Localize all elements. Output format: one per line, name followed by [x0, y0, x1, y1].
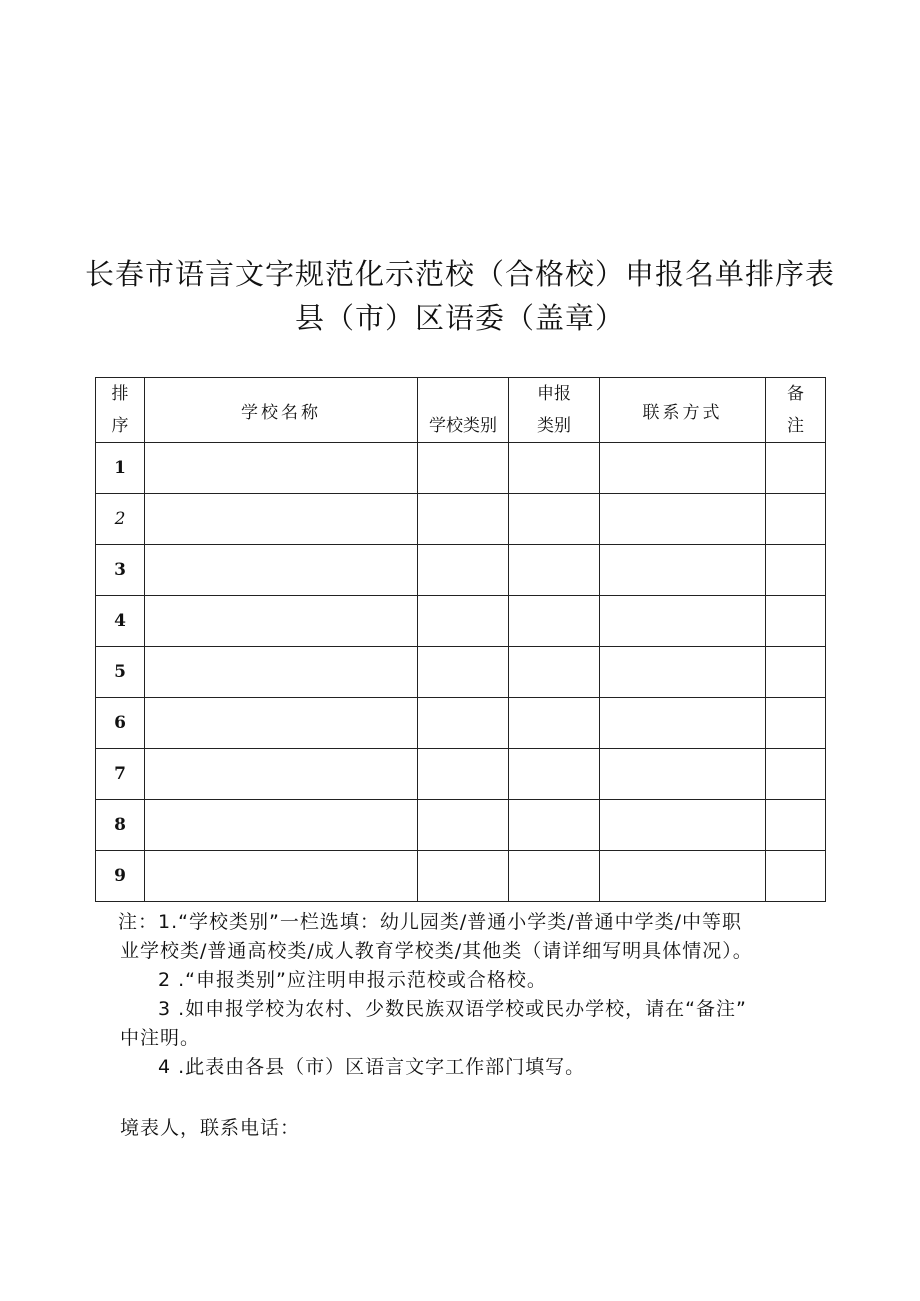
cell-apply-type[interactable]: [509, 545, 600, 596]
row-number: 7: [114, 764, 126, 784]
cell-apply-type[interactable]: [509, 749, 600, 800]
note-4: 4 .此表由各县（市）区语言文字工作部门填写。: [158, 1056, 586, 1078]
header-school-name: 学校名称: [145, 378, 418, 443]
cell-rank: [96, 545, 145, 596]
note-1-line-2: 业学校类/普通高校类/成人教育学校类/其他类（请详细写明具体情况）。: [120, 940, 753, 962]
table-row: [96, 800, 826, 851]
cell-contact[interactable]: [600, 800, 766, 851]
cell-note[interactable]: [766, 596, 826, 647]
page-subtitle: 县（市）区语委（盖章）: [294, 301, 625, 335]
table-row: [96, 698, 826, 749]
row-number: 3: [114, 560, 126, 580]
cell-contact[interactable]: [600, 596, 766, 647]
table-row: [96, 749, 826, 800]
cell-apply-type[interactable]: [509, 647, 600, 698]
cell-school-name[interactable]: [145, 545, 418, 596]
cell-contact[interactable]: [600, 851, 766, 902]
header-school-type: 学校类别: [418, 378, 509, 443]
cell-school-type[interactable]: [418, 749, 509, 800]
row-number: 2: [114, 509, 126, 529]
cell-school-name[interactable]: [145, 749, 418, 800]
cell-school-type[interactable]: [418, 851, 509, 902]
note-3-line-2: 中注明。: [120, 1027, 201, 1049]
cell-apply-type[interactable]: [509, 698, 600, 749]
cell-contact[interactable]: [600, 749, 766, 800]
header-contact: 联系方式: [600, 378, 766, 443]
cell-apply-type[interactable]: [509, 443, 600, 494]
notes-section: [120, 908, 820, 1082]
cell-school-type[interactable]: [418, 545, 509, 596]
cell-rank: [96, 596, 145, 647]
row-number: 5: [114, 662, 126, 682]
cell-school-name[interactable]: [145, 596, 418, 647]
table-row: [96, 851, 826, 902]
cell-rank: [96, 851, 145, 902]
row-number: 8: [114, 815, 126, 835]
cell-contact[interactable]: [600, 545, 766, 596]
cell-school-name[interactable]: [145, 698, 418, 749]
cell-contact[interactable]: [600, 698, 766, 749]
cell-note[interactable]: [766, 851, 826, 902]
cell-school-name[interactable]: [145, 800, 418, 851]
cell-note[interactable]: [766, 494, 826, 545]
row-number: 1: [114, 458, 126, 478]
cell-apply-type[interactable]: [509, 494, 600, 545]
cell-school-type[interactable]: [418, 647, 509, 698]
cell-apply-type[interactable]: [509, 596, 600, 647]
cell-note[interactable]: [766, 800, 826, 851]
header-apply-type: 申报 类别: [509, 378, 600, 443]
cell-apply-type[interactable]: [509, 851, 600, 902]
cell-school-type[interactable]: [418, 443, 509, 494]
row-number: 9: [114, 866, 126, 886]
cell-school-name[interactable]: [145, 647, 418, 698]
cell-note[interactable]: [766, 698, 826, 749]
cell-apply-type[interactable]: [509, 800, 600, 851]
cell-note[interactable]: [766, 443, 826, 494]
cell-rank: [96, 647, 145, 698]
note-1-line-1: 注：1.“学校类别”一栏选填：幼儿园类/普通小学类/普通中学类/中等职: [118, 911, 743, 933]
note-3-line-1: 3 .如申报学校为农村、少数民族双语学校或民办学校，请在“备注”: [158, 998, 747, 1020]
table-row: [96, 647, 826, 698]
header-rank: 排 序: [96, 378, 145, 443]
cell-contact[interactable]: [600, 443, 766, 494]
row-number: 4: [114, 611, 126, 631]
table-row: [96, 494, 826, 545]
table-row: [96, 545, 826, 596]
cell-rank: [96, 494, 145, 545]
cell-note[interactable]: [766, 545, 826, 596]
table-row: [96, 443, 826, 494]
row-number: 6: [114, 713, 126, 733]
cell-note[interactable]: [766, 647, 826, 698]
cell-rank: [96, 749, 145, 800]
cell-school-type[interactable]: [418, 596, 509, 647]
cell-school-type[interactable]: [418, 800, 509, 851]
filler-contact-label: 境表人，联系电话：: [120, 1117, 301, 1139]
cell-rank: [96, 800, 145, 851]
ranking-table: [95, 377, 826, 902]
header-note: 备 注: [766, 378, 826, 443]
cell-school-name[interactable]: [145, 494, 418, 545]
cell-contact[interactable]: [600, 494, 766, 545]
cell-rank: [96, 443, 145, 494]
table-row: [96, 596, 826, 647]
table-header-row: [96, 378, 826, 443]
note-2: 2 .“申报类别”应注明申报示范校或合格校。: [158, 969, 547, 991]
cell-school-name[interactable]: [145, 851, 418, 902]
cell-school-type[interactable]: [418, 494, 509, 545]
cell-contact[interactable]: [600, 647, 766, 698]
cell-note[interactable]: [766, 749, 826, 800]
page-title: 长春市语言文字规范化示范校（合格校）申报名单排序表: [84, 257, 835, 291]
cell-school-name[interactable]: [145, 443, 418, 494]
cell-school-type[interactable]: [418, 698, 509, 749]
cell-rank: [96, 698, 145, 749]
